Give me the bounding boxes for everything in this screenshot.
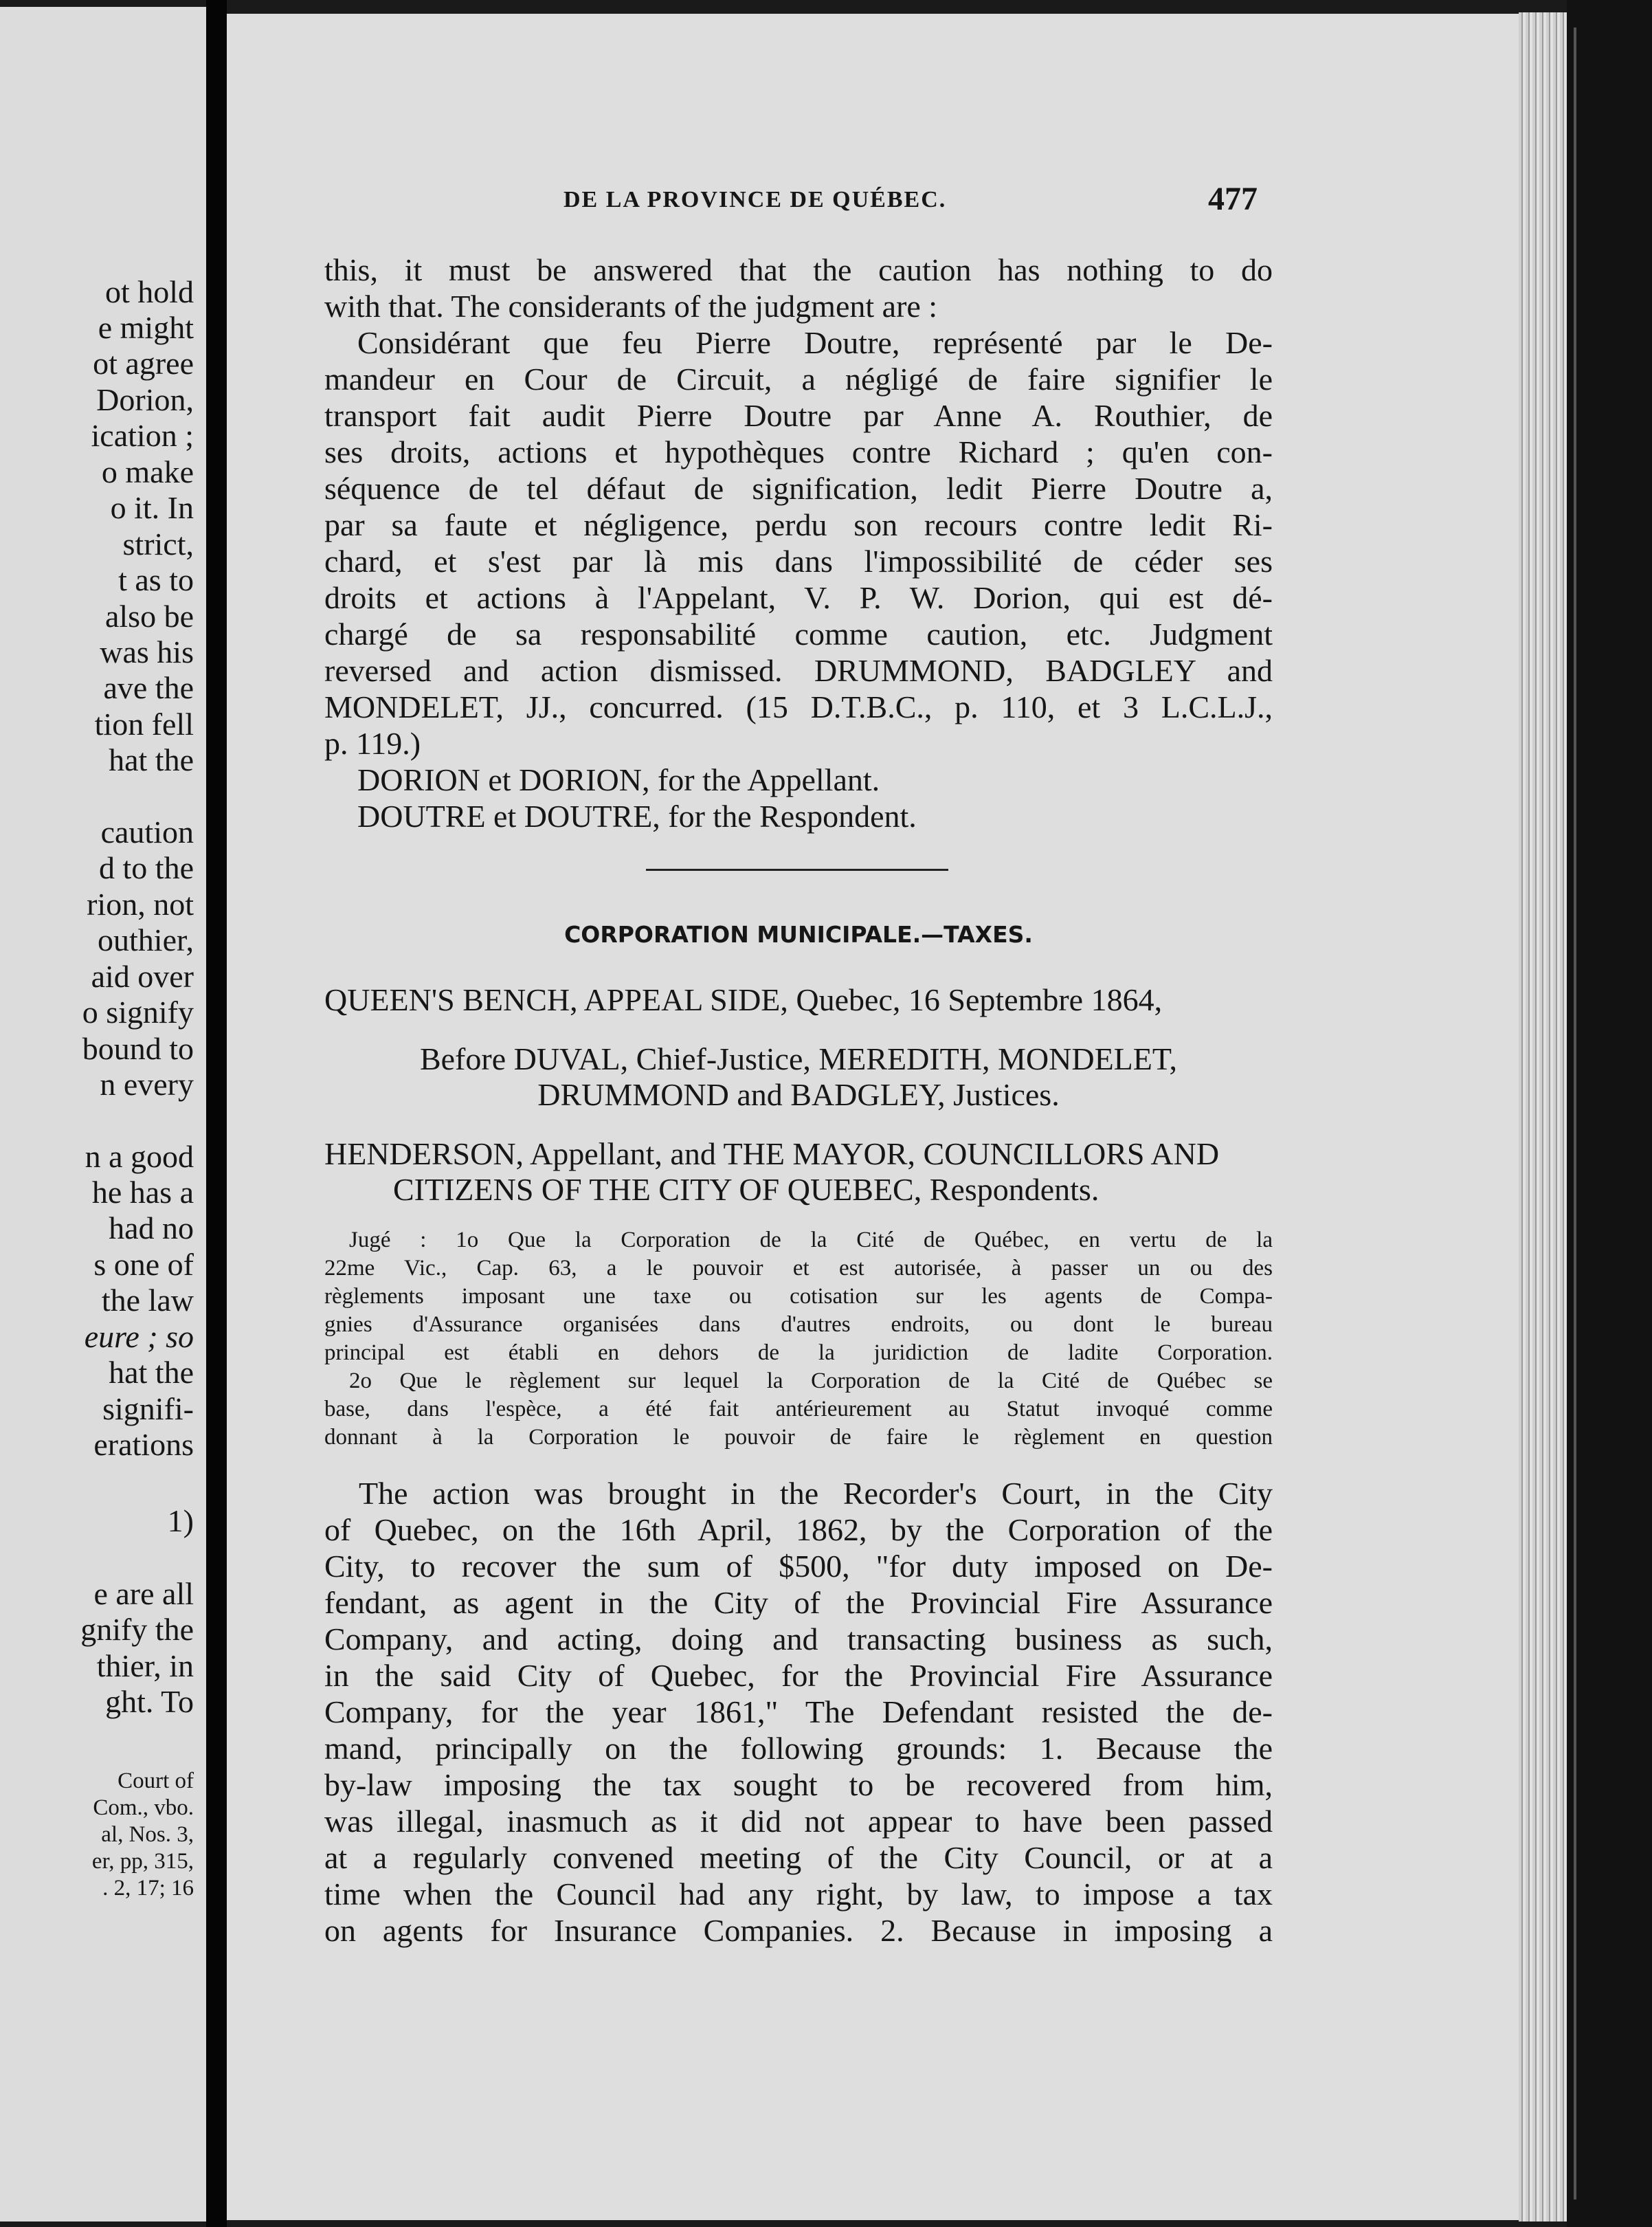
left-line: thier, in <box>96 1648 194 1683</box>
body-line: Company, and acting, doing and transacting business as such, <box>324 1621 1273 1657</box>
book-gutter <box>206 0 227 2227</box>
body-line: of Quebec, on the 16th April, 1862, by the Corporation of the <box>324 1512 1273 1547</box>
left-line: o make <box>101 454 194 489</box>
left-line: Dorion, <box>96 382 194 417</box>
body-line: MONDELET, JJ., concurred. (15 D.T.B.C., p. 110, et 3 L.C.L.J., <box>324 689 1273 724</box>
headnote-line: 2o Que le règlement sur lequel la Corporation de la Cité de Québec se <box>349 1369 1273 1393</box>
left-line: hat the <box>109 742 194 777</box>
court-line: QUEEN'S BENCH, APPEAL SIDE, Quebec, 16 Septembre 1864, <box>324 982 1163 1017</box>
left-line: ave the <box>103 670 194 705</box>
left-line: ication ; <box>91 418 194 453</box>
headnote-line: principal est établi en dehors de la juridiction de ladite Corporation. <box>324 1340 1273 1365</box>
body-line: séquence de tel défaut de signification, ledit Pierre Doutre a, <box>324 471 1273 506</box>
left-line: hat the <box>109 1355 194 1390</box>
body-line: Company, for the year 1861," The Defendant resisted the de- <box>324 1694 1273 1729</box>
body-line: time when the Council had any right, by law, to impose a tax <box>324 1876 1273 1912</box>
left-line: eure ; so <box>84 1319 194 1354</box>
section-divider <box>646 869 948 871</box>
left-line: aid over <box>91 959 194 994</box>
left-line: n a good <box>85 1139 194 1174</box>
left-line: o it. In <box>110 490 194 525</box>
counsel-line: DOUTRE et DOUTRE, for the Respondent. <box>357 799 917 834</box>
left-line: caution <box>100 815 194 850</box>
body-line: at a regularly convened meeting of the City Council, or at a <box>324 1840 1273 1875</box>
headnote-line: Jugé : 1o Que la Corporation de la Cité de Québec, en vertu de la <box>349 1228 1273 1252</box>
left-line: outhier, <box>98 922 194 957</box>
left-footnote-line: er, pp, 315, <box>91 1849 194 1874</box>
body-line: on agents for Insurance Companies. 2. Because in imposing a <box>324 1913 1273 1948</box>
left-footnote-line: Com., vbo. <box>93 1795 194 1820</box>
parties-line: HENDERSON, Appellant, and THE MAYOR, COUNCILLORS AND <box>324 1136 1220 1171</box>
left-line: bound to <box>82 1031 194 1066</box>
body-line: fendant, as agent in the City of the Provincial Fire Assurance <box>324 1585 1273 1620</box>
parties-line: CITIZENS OF THE CITY OF QUEBEC, Respondents. <box>393 1172 1100 1207</box>
body-line: was illegal, inasmuch as it did not appear to have been passed <box>324 1804 1273 1839</box>
left-line: signifi- <box>102 1391 194 1426</box>
body-line: with that. The considerants of the judgment are : <box>324 289 938 324</box>
left-line: 1) <box>167 1503 194 1538</box>
body-line: by-law imposing the tax sought to be recovered from him, <box>324 1767 1273 1802</box>
body-line: Considérant que feu Pierre Doutre, représenté par le De- <box>357 325 1273 360</box>
page-edges <box>1519 12 1567 2222</box>
left-line: ght. To <box>105 1684 194 1719</box>
body-line: par sa faute et négligence, perdu son recours contre ledit Ri- <box>324 507 1273 542</box>
left-line: gnify the <box>80 1612 194 1647</box>
left-line: strict, <box>122 527 194 562</box>
left-footnote-line: al, Nos. 3, <box>101 1822 194 1847</box>
body-line: this, it must be answered that the caution has nothing to do <box>324 252 1273 287</box>
headnote-line: base, dans l'espèce, a été fait antérieurement au Statut invoqué comme <box>324 1397 1273 1421</box>
cover-edge <box>1574 27 1576 2200</box>
left-line: tion fell <box>94 707 194 742</box>
left-line: n every <box>100 1067 194 1102</box>
left-line: was his <box>100 634 194 669</box>
body-line: The action was brought in the Recorder's Court, in the City <box>359 1476 1273 1511</box>
headnote-line: 22me Vic., Cap. 63, a le pouvoir et est autorisée, à passer un ou des <box>324 1256 1273 1281</box>
body-line: transport fait audit Pierre Doutre par Anne A. Routhier, de <box>324 398 1273 433</box>
left-line: o signify <box>82 995 194 1030</box>
headnote-line: règlements imposant une taxe ou cotisation sur les agents de Compa- <box>324 1284 1273 1309</box>
headnote-line: gnies d'Assurance organisées dans d'autres endroits, ou dont le bureau <box>324 1312 1273 1337</box>
running-head: DE LA PROVINCE DE QUÉBEC. <box>563 187 947 212</box>
left-footnote-line: . 2, 17; 16 <box>102 1876 194 1901</box>
body-line: ses droits, actions et hypothèques contre Richard ; qu'en con- <box>324 434 1273 469</box>
headnote-line: donnant à la Corporation le pouvoir de faire le règlement en question <box>324 1425 1273 1450</box>
bench-line: Before DUVAL, Chief-Justice, MEREDITH, MONDELET, <box>419 1041 1178 1076</box>
scan-background <box>1567 0 1652 2227</box>
left-footnote-line: Court of <box>118 1769 194 1793</box>
left-line: the law <box>101 1283 194 1318</box>
left-line: also be <box>104 599 194 634</box>
left-line: d to the <box>99 850 194 885</box>
left-line: e are all <box>93 1576 194 1611</box>
body-line: droits et actions à l'Appelant, V. P. W. Dorion, qui est dé- <box>324 580 1273 615</box>
left-page-fragment <box>0 7 206 2222</box>
body-line: p. 119.) <box>324 726 421 761</box>
body-line: in the said City of Quebec, for the Provincial Fire Assurance <box>324 1658 1273 1693</box>
body-line: chard, et s'est par là mis dans l'impossibilité de céder ses <box>324 544 1273 579</box>
body-line: mandeur en Cour de Circuit, a négligé de faire signifier le <box>324 362 1273 397</box>
left-line: s one of <box>93 1247 194 1282</box>
left-line: had no <box>109 1210 194 1245</box>
body-line: mand, principally on the following grounds: 1. Because the <box>324 1731 1273 1766</box>
left-line: t as to <box>118 562 194 597</box>
body-line: chargé de sa responsabilité comme caution, etc. Judgment <box>324 617 1273 652</box>
left-line: rion, not <box>87 887 194 922</box>
left-line: e might <box>98 310 194 345</box>
left-line: he has a <box>91 1175 194 1210</box>
page-number: 477 <box>1208 181 1258 217</box>
body-line: reversed and action dismissed. DRUMMOND, BADGLEY and <box>324 653 1273 688</box>
case-heading: CORPORATION MUNICIPALE.—TAXES. <box>564 921 1033 948</box>
left-line: erations <box>93 1427 194 1462</box>
counsel-line: DORION et DORION, for the Appellant. <box>357 762 880 797</box>
body-line: City, to recover the sum of $500, "for duty imposed on De- <box>324 1549 1273 1584</box>
left-line: ot agree <box>93 346 194 381</box>
bench-line: DRUMMOND and BADGLEY, Justices. <box>537 1077 1060 1112</box>
left-line: ot hold <box>104 274 194 309</box>
